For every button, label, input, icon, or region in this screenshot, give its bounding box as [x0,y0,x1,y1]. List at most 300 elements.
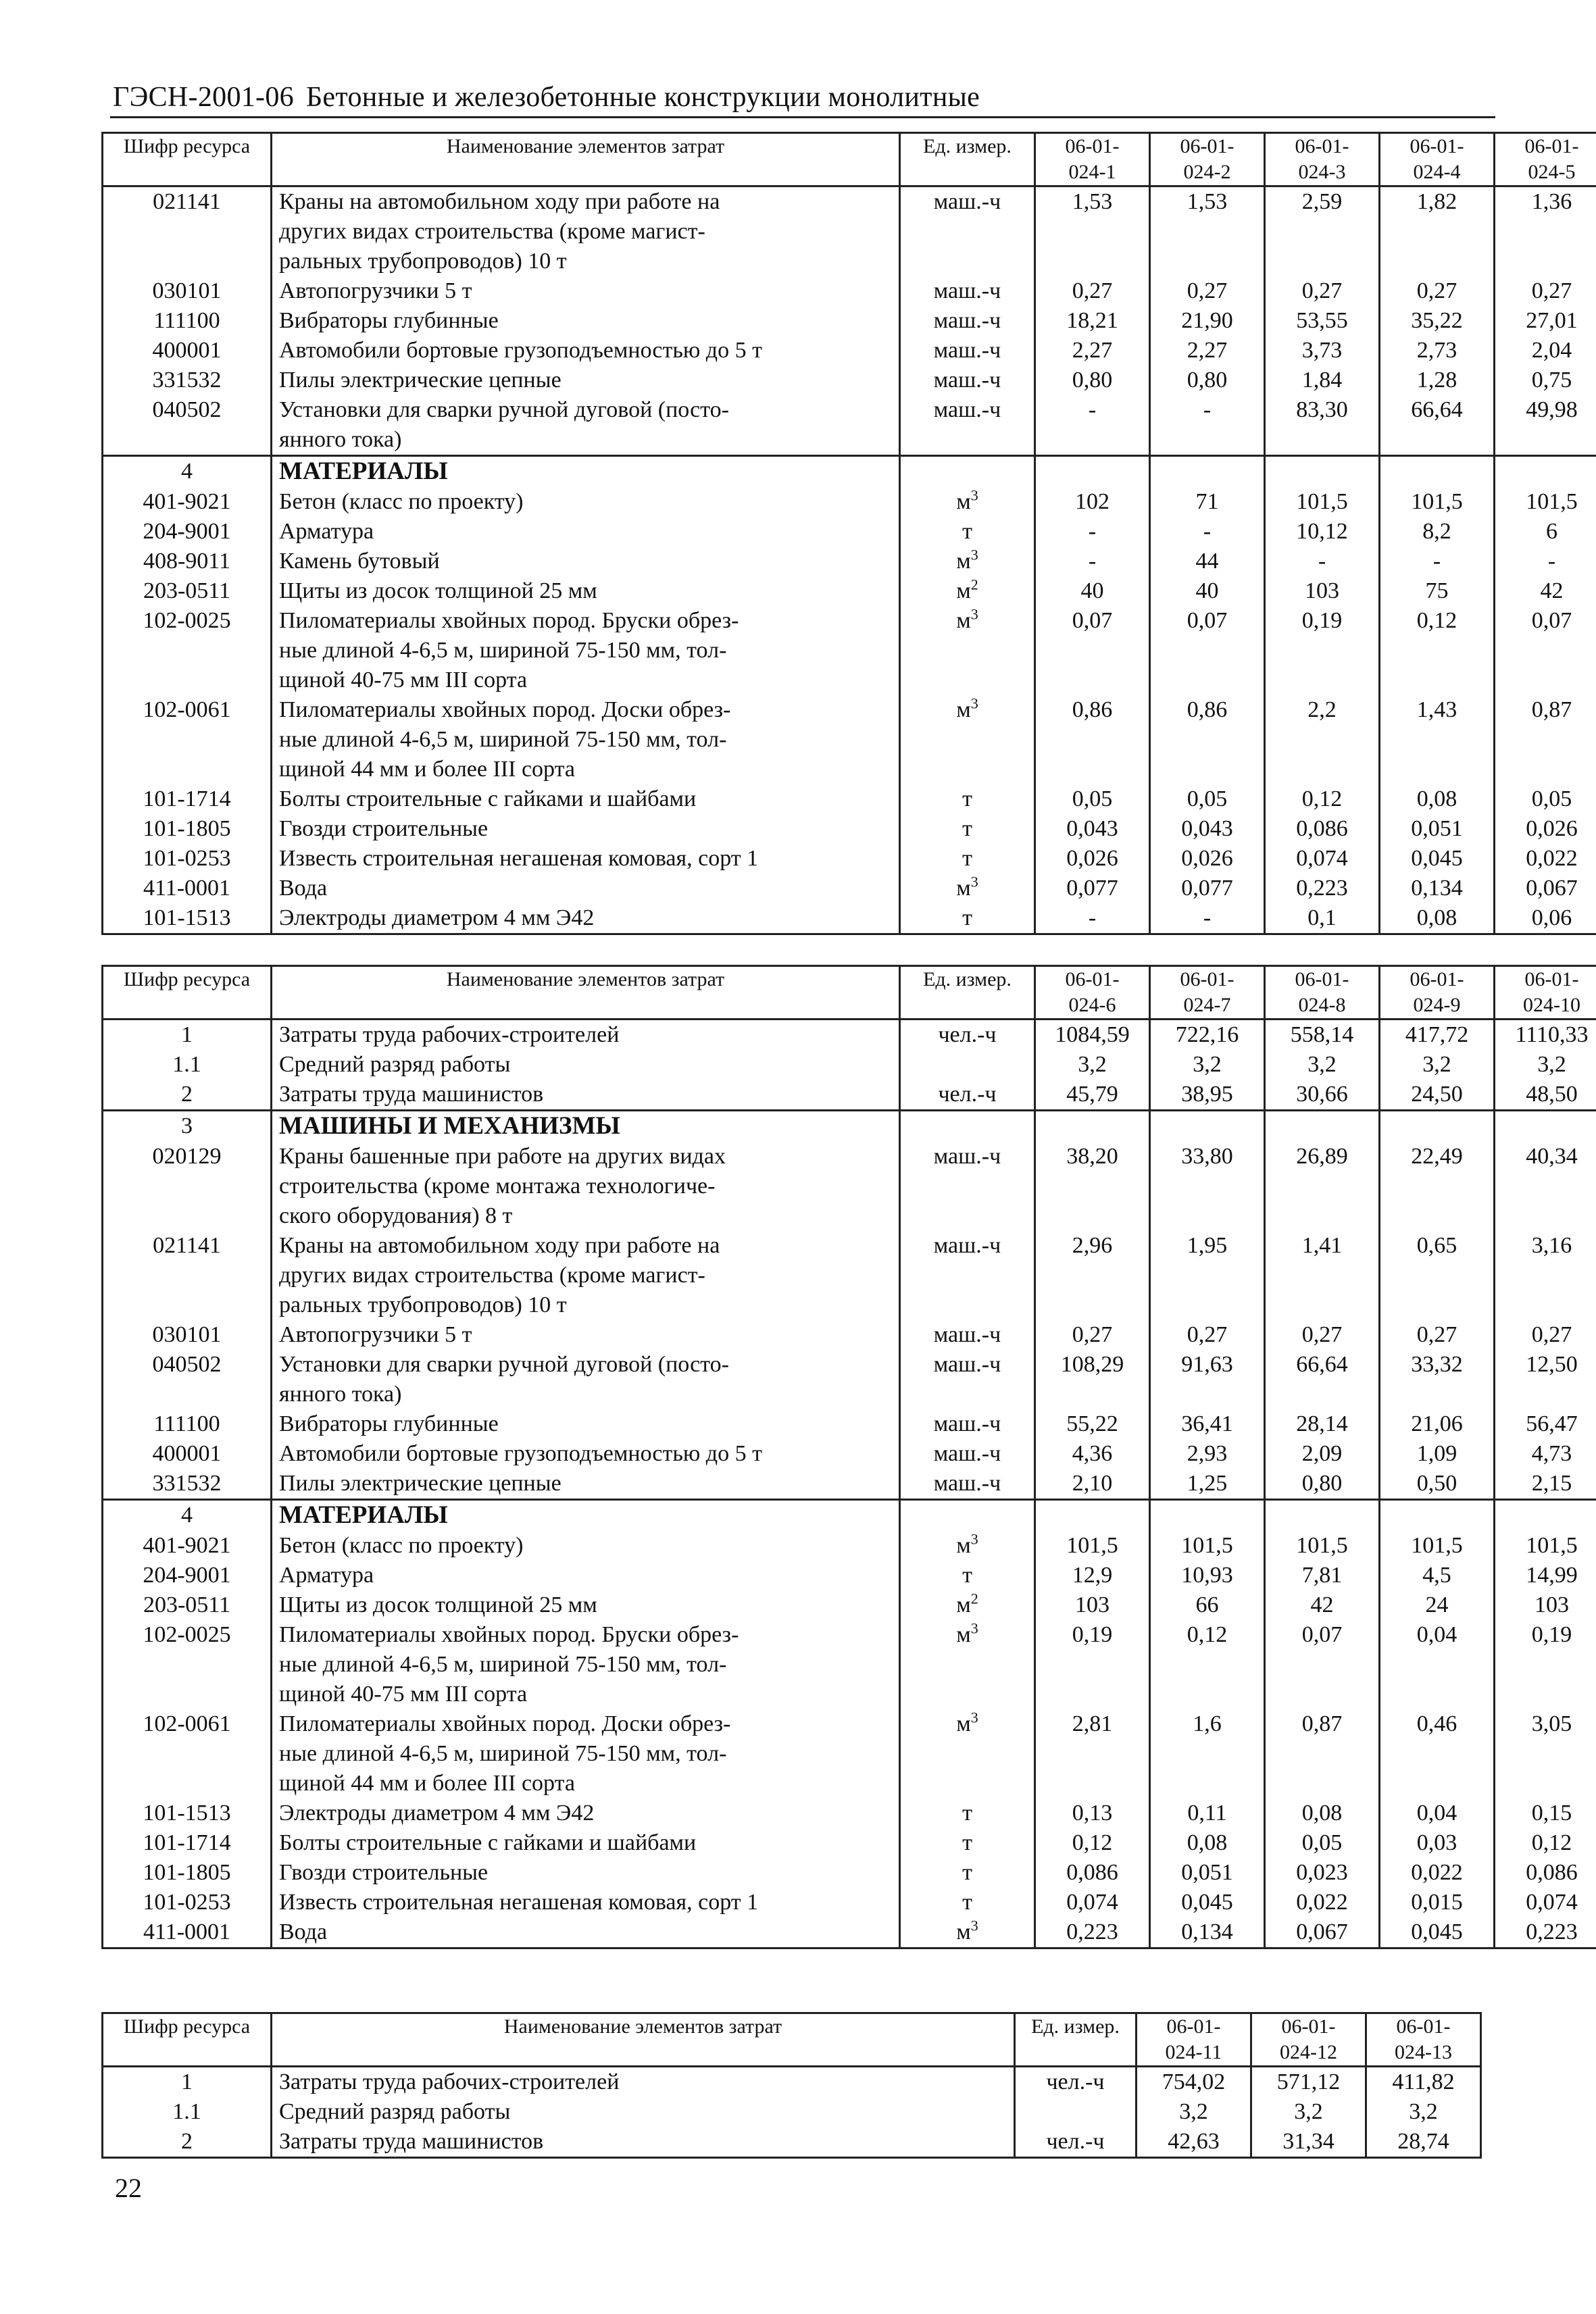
norm-value [1035,1111,1150,1142]
resource-name-text: Установки для сварки ручной дуговой (посто- [279,1352,729,1377]
resource-name-text: Вибраторы глубинные [279,1411,499,1436]
unit-of-measure [900,725,1035,755]
norm-value [1265,1201,1380,1231]
norm-value [1380,247,1495,276]
resource-name-text: щиной 44 мм и более III сорта [279,757,575,782]
norm-value: 0,08 [1380,784,1495,814]
resource-code [103,665,272,695]
norm-value: 42,63 [1137,2127,1251,2158]
resource-name-text: янного тока) [279,427,402,452]
table-row [103,487,1596,517]
header-norm-column [1137,2013,1251,2067]
header-code: Шифр ресурса [103,966,272,1020]
table-row [103,1799,1596,1828]
unit-text: м [956,608,971,633]
norm-value: - [1265,547,1380,576]
norm-prefix: 06-01- [1295,968,1349,990]
unit-of-measure [900,1172,1035,1201]
resource-name-text: Пиломатериалы хвойных пород. Бруски обрез- [279,1622,739,1647]
resource-name-text: ные длиной 4-6,5 м, шириной 75-150 мм, тол- [279,1741,727,1766]
norm-value [1150,456,1265,488]
resource-code: 102-0025 [103,606,272,636]
norm-value: 3,16 [1495,1231,1596,1261]
unit-of-measure [900,217,1035,247]
resource-name [272,874,900,903]
norm-value: 0,11 [1150,1799,1265,1828]
norm-value: 83,30 [1265,395,1380,425]
resource-code: 3 [103,1111,272,1142]
unit-text: т [962,816,972,841]
resource-name-text: щиной 40-75 мм III сорта [279,668,528,693]
norm-value [1150,1739,1265,1769]
resource-name [272,1439,900,1469]
unit-text: т [962,846,972,871]
norm-value: 101,5 [1380,487,1495,517]
norm-value: 101,5 [1495,487,1596,517]
norm-value [1265,1769,1380,1799]
norm-value: 2,73 [1380,336,1495,366]
norm-value: 0,086 [1265,814,1380,844]
norm-value [1035,1650,1150,1680]
unit-of-measure [900,1500,1035,1532]
resource-name-text: Болты строительные с гайками и шайбами [279,1830,697,1855]
norm-value: 0,1 [1265,903,1380,934]
norm-value: 2,09 [1265,1439,1380,1469]
norm-number: 024-11 [1165,2041,1222,2063]
norm-value [1150,1769,1265,1799]
unit-of-measure [900,1799,1035,1828]
norm-number: 024-1 [1068,161,1116,183]
norm-value [1380,1680,1495,1709]
resource-code: 101-1513 [103,1799,272,1828]
unit-text: м [956,1622,971,1647]
resource-name-text: Автопогрузчики 5 т [279,1322,472,1347]
resource-name [272,1111,900,1142]
header-norm-column [1265,966,1380,1020]
resource-code: 408-9011 [103,547,272,576]
resource-name-text: ского оборудования) 8 т [279,1203,513,1228]
norm-value: 44 [1150,547,1265,576]
norm-value: 55,22 [1035,1409,1150,1439]
norm-value: 24,50 [1380,1080,1495,1111]
resource-name-text: Гвозди строительные [279,1860,489,1885]
table-row [103,366,1596,395]
resource-code: 021141 [103,1231,272,1261]
resource-name-text: других видах строительства (кроме магист- [279,1263,705,1288]
norm-value [1495,1201,1596,1231]
resource-code: 203-0511 [103,1590,272,1620]
resource-code: 1.1 [103,1050,272,1080]
norm-value: 0,067 [1495,874,1596,903]
unit-text: м [956,697,971,722]
unit-of-measure [900,1469,1035,1500]
unit-text: маш.-ч [933,338,1001,363]
norm-prefix: 06-01- [1524,135,1579,157]
norm-value: 1,6 [1150,1709,1265,1739]
norm-value [1495,1769,1596,1799]
norm-value: 0,80 [1035,366,1150,395]
table-row [103,576,1596,606]
norm-value: 40 [1035,576,1150,606]
norm-value [1265,425,1380,456]
unit-of-measure [900,1142,1035,1172]
table-row [103,1142,1596,1172]
norm-value [1495,1380,1596,1409]
norm-value [1380,755,1495,784]
unit-of-measure [900,336,1035,366]
table-row [103,1858,1596,1888]
unit-of-measure [900,1050,1035,1080]
unit-of-measure [900,1290,1035,1320]
resource-code: 400001 [103,1439,272,1469]
norm-number: 024-12 [1280,2041,1337,2063]
table-row [103,1469,1596,1500]
resource-name [272,1020,900,1051]
resource-name [272,1172,900,1201]
norm-value: 571,12 [1251,2067,1366,2098]
norm-value [1035,1201,1150,1231]
norm-value [1265,1739,1380,1769]
resource-name [272,576,900,606]
norm-value: 0,074 [1265,844,1380,874]
norm-prefix: 06-01- [1396,2015,1451,2038]
unit-of-measure [900,1680,1035,1709]
resource-name-text: строительства (кроме монтажа технологиче- [279,1174,716,1199]
resource-code: 4 [103,456,272,488]
table-row [103,1020,1596,1051]
unit-of-measure [900,1828,1035,1858]
norm-value: 33,32 [1380,1350,1495,1380]
unit-of-measure [900,844,1035,874]
unit-of-measure [900,576,1035,606]
resource-name-text: янного тока) [279,1382,402,1407]
section-title: МАТЕРИАЛЫ [279,1501,448,1529]
norm-value: 2,96 [1035,1231,1150,1261]
norm-value [1035,665,1150,695]
norm-value: 0,045 [1380,844,1495,874]
resource-name [272,2127,1015,2158]
resource-code: 411-0001 [103,874,272,903]
unit-text: маш.-ч [933,1411,1001,1436]
table-row [103,874,1596,903]
resource-name [272,695,900,725]
resource-name [272,1350,900,1380]
norm-value [1150,1500,1265,1532]
unit-of-measure [900,517,1035,547]
resource-name [272,1500,900,1532]
norm-value: 10,12 [1265,517,1380,547]
norm-value: 3,2 [1366,2097,1481,2127]
resource-name [272,1142,900,1172]
unit-of-measure [1015,2067,1137,2098]
unit-text: т [962,1801,972,1826]
resource-name [272,844,900,874]
norm-number: 024-7 [1183,994,1231,1016]
resource-name-text: Бетон (класс по проекту) [279,1533,524,1558]
table-row [103,1531,1596,1561]
resource-name-text: Вода [279,876,328,901]
unit-of-measure [900,1561,1035,1590]
norm-value: 0,80 [1265,1469,1380,1500]
resource-name [272,456,900,488]
norm-value [1495,1650,1596,1680]
norm-value: 0,223 [1495,1917,1596,1948]
resource-code [103,425,272,456]
table-row [103,1917,1596,1948]
norm-number: 024-10 [1523,994,1580,1016]
norm-value: 0,07 [1495,606,1596,636]
resource-name-text: Гвозди строительные [279,816,489,841]
table-row [103,1888,1596,1917]
norm-value: 24 [1380,1590,1495,1620]
resource-code: 400001 [103,336,272,366]
norm-value [1265,636,1380,665]
resource-name [272,784,900,814]
norm-value: 49,98 [1495,395,1596,425]
resource-name [272,1469,900,1500]
norm-number: 024-5 [1528,161,1576,183]
unit-text: маш.-ч [933,1144,1001,1169]
unit-text: м [956,1592,971,1617]
norm-value: 0,026 [1035,844,1150,874]
resource-code: 4 [103,1500,272,1532]
norm-value: 1,53 [1035,186,1150,218]
resource-name [272,1917,900,1948]
resource-name [272,1680,900,1709]
norm-value [1265,1380,1380,1409]
resource-code [103,1290,272,1320]
resource-code: 101-1714 [103,1828,272,1858]
norm-value: 2,2 [1265,695,1380,725]
norm-value: 3,2 [1035,1050,1150,1080]
unit-exponent: 3 [970,1530,978,1548]
norm-value [1265,1680,1380,1709]
unit-of-measure [900,1769,1035,1799]
norm-value [1150,725,1265,755]
norm-value: 7,81 [1265,1561,1380,1590]
norm-value [1380,1201,1495,1231]
norm-value: 0,27 [1495,1320,1596,1350]
unit-text: маш.-ч [933,278,1001,303]
unit-of-measure [900,306,1035,336]
norm-value [1265,665,1380,695]
table-row [103,1650,1596,1680]
table-row [103,1500,1596,1532]
resource-name-text: Камень бутовый [279,549,440,574]
norm-value [1380,1650,1495,1680]
norm-value: 0,27 [1380,276,1495,306]
norm-value [1495,1290,1596,1320]
table-row [103,1739,1596,1769]
unit-of-measure [900,1858,1035,1888]
resource-name [272,1231,900,1261]
norm-value: - [1495,547,1596,576]
unit-exponent: 3 [970,1619,978,1637]
table-row [103,395,1596,425]
resource-code: 331532 [103,366,272,395]
unit-text: чел.-ч [1046,2129,1105,2154]
resource-name [272,1620,900,1650]
norm-value: 0,04 [1380,1799,1495,1828]
norm-value [1380,1290,1495,1320]
header-norm-column [1380,966,1495,1020]
norm-prefix: 06-01- [1065,968,1120,990]
resource-name [272,606,900,636]
unit-text: маш.-ч [933,1352,1001,1377]
unit-text: т [962,1563,972,1588]
norm-value [1035,1739,1150,1769]
norm-value: - [1035,903,1150,934]
norm-value [1150,1111,1265,1142]
resource-code: 101-1805 [103,1858,272,1888]
norm-value [1380,456,1495,488]
norm-value [1035,1172,1150,1201]
norm-value [1495,1172,1596,1201]
resource-code [103,1680,272,1709]
norm-value [1150,755,1265,784]
norm-value: 3,2 [1265,1050,1380,1080]
unit-text: маш.-ч [933,308,1001,333]
unit-exponent: 3 [970,1709,978,1726]
resource-name-text: Пилы электрические цепные [279,368,562,393]
norm-value: 0,75 [1495,366,1596,395]
table-row [103,1409,1596,1439]
unit-of-measure [900,1111,1035,1142]
table-row [103,1350,1596,1380]
norm-value: 3,2 [1251,2097,1366,2127]
norm-value: 0,19 [1265,606,1380,636]
unit-of-measure [900,1409,1035,1439]
resource-name-text: Краны на автомобильном ходу при работе на [279,189,720,214]
resource-code: 101-0253 [103,1888,272,1917]
norm-value: 0,12 [1380,606,1495,636]
norm-value: 101,5 [1035,1531,1150,1561]
norm-prefix: 06-01- [1281,2015,1336,2038]
table-row [103,814,1596,844]
unit-of-measure [900,1709,1035,1739]
table-header-row [103,2013,1481,2067]
norm-value: 45,79 [1035,1080,1150,1111]
norm-value: 0,07 [1265,1620,1380,1650]
norm-number: 024-6 [1068,994,1116,1016]
table-row [103,1290,1596,1320]
norm-value: 0,026 [1150,844,1265,874]
unit-of-measure [900,1531,1035,1561]
unit-of-measure [900,1439,1035,1469]
norm-value [1495,636,1596,665]
norm-value [1380,1172,1495,1201]
norm-value: 1,28 [1380,366,1495,395]
norm-value: 1084,59 [1035,1020,1150,1051]
norm-value: 75 [1380,576,1495,606]
resource-name [272,2097,1015,2127]
norm-value: 2,27 [1150,336,1265,366]
resource-code [103,1650,272,1680]
norm-value [1380,425,1495,456]
norm-value: 36,41 [1150,1409,1265,1439]
norm-prefix: 06-01- [1410,135,1464,157]
unit-of-measure [900,425,1035,456]
norm-prefix: 06-01- [1166,2015,1221,2038]
norm-value: 12,9 [1035,1561,1150,1590]
unit-of-measure [900,366,1035,395]
resource-name [272,636,900,665]
norm-value: 0,05 [1265,1828,1380,1858]
norm-value: 21,06 [1380,1409,1495,1439]
resource-name-text: Электроды диаметром 4 мм Э42 [279,905,595,930]
resource-name-text: Щиты из досок толщиной 25 мм [279,578,597,603]
norm-value [1150,1290,1265,1320]
norm-prefix: 06-01- [1180,135,1235,157]
unit-of-measure [900,547,1035,576]
table-row [103,1590,1596,1620]
norm-value: 0,06 [1495,903,1596,934]
norm-value: 0,05 [1150,784,1265,814]
resource-name [272,247,900,276]
norm-value [1150,1650,1265,1680]
resource-name-text: других видах строительства (кроме магист- [279,219,705,244]
resource-name-text: Арматура [279,519,374,544]
norm-value [1380,665,1495,695]
unit-of-measure [900,1080,1035,1111]
resource-code: 101-0253 [103,844,272,874]
unit-of-measure [900,755,1035,784]
unit-text: чел.-ч [1046,2069,1105,2094]
norm-value: 103 [1035,1590,1150,1620]
resource-name-text: Средний разряд работы [279,2099,511,2124]
resource-name [272,1858,900,1888]
table-row [103,636,1596,665]
norm-value: 558,14 [1265,1020,1380,1051]
norm-value: 103 [1495,1590,1596,1620]
norm-value [1150,1680,1265,1709]
norm-value: - [1035,517,1150,547]
norm-value: - [1035,547,1150,576]
norm-value: 35,22 [1380,306,1495,336]
resource-name-text: Затраты труда машинистов [279,1082,544,1107]
resource-name-text: ные длиной 4-6,5 м, шириной 75-150 мм, тол- [279,638,727,663]
norm-value: 0,077 [1150,874,1265,903]
unit-text: т [962,1860,972,1885]
norm-value: 2,59 [1265,186,1380,218]
norm-value: 4,5 [1380,1561,1495,1590]
page-header [110,73,1495,118]
norm-value [1265,217,1380,247]
header-code: Шифр ресурса [103,133,272,186]
norm-value: 1,53 [1150,186,1265,218]
norm-value: 0,65 [1380,1231,1495,1261]
norm-value [1150,665,1265,695]
norm-value [1495,1739,1596,1769]
norm-value: 0,026 [1495,814,1596,844]
unit-of-measure [900,1261,1035,1290]
table-row [103,695,1596,725]
unit-of-measure [900,1320,1035,1350]
norm-value: 0,086 [1035,1858,1150,1888]
unit-of-measure [900,395,1035,425]
norm-value [1035,1680,1150,1709]
unit-of-measure [1015,2127,1137,2158]
norm-value: 417,72 [1380,1020,1495,1051]
unit-text: м [956,1533,971,1558]
unit-of-measure [1015,2097,1137,2127]
norm-value: 2,81 [1035,1709,1150,1739]
norm-value: 0,12 [1150,1620,1265,1650]
norm-value: 0,043 [1150,814,1265,844]
resource-code: 101-1513 [103,903,272,934]
table-row [103,306,1596,336]
resource-name-text: щиной 40-75 мм III сорта [279,1682,528,1707]
